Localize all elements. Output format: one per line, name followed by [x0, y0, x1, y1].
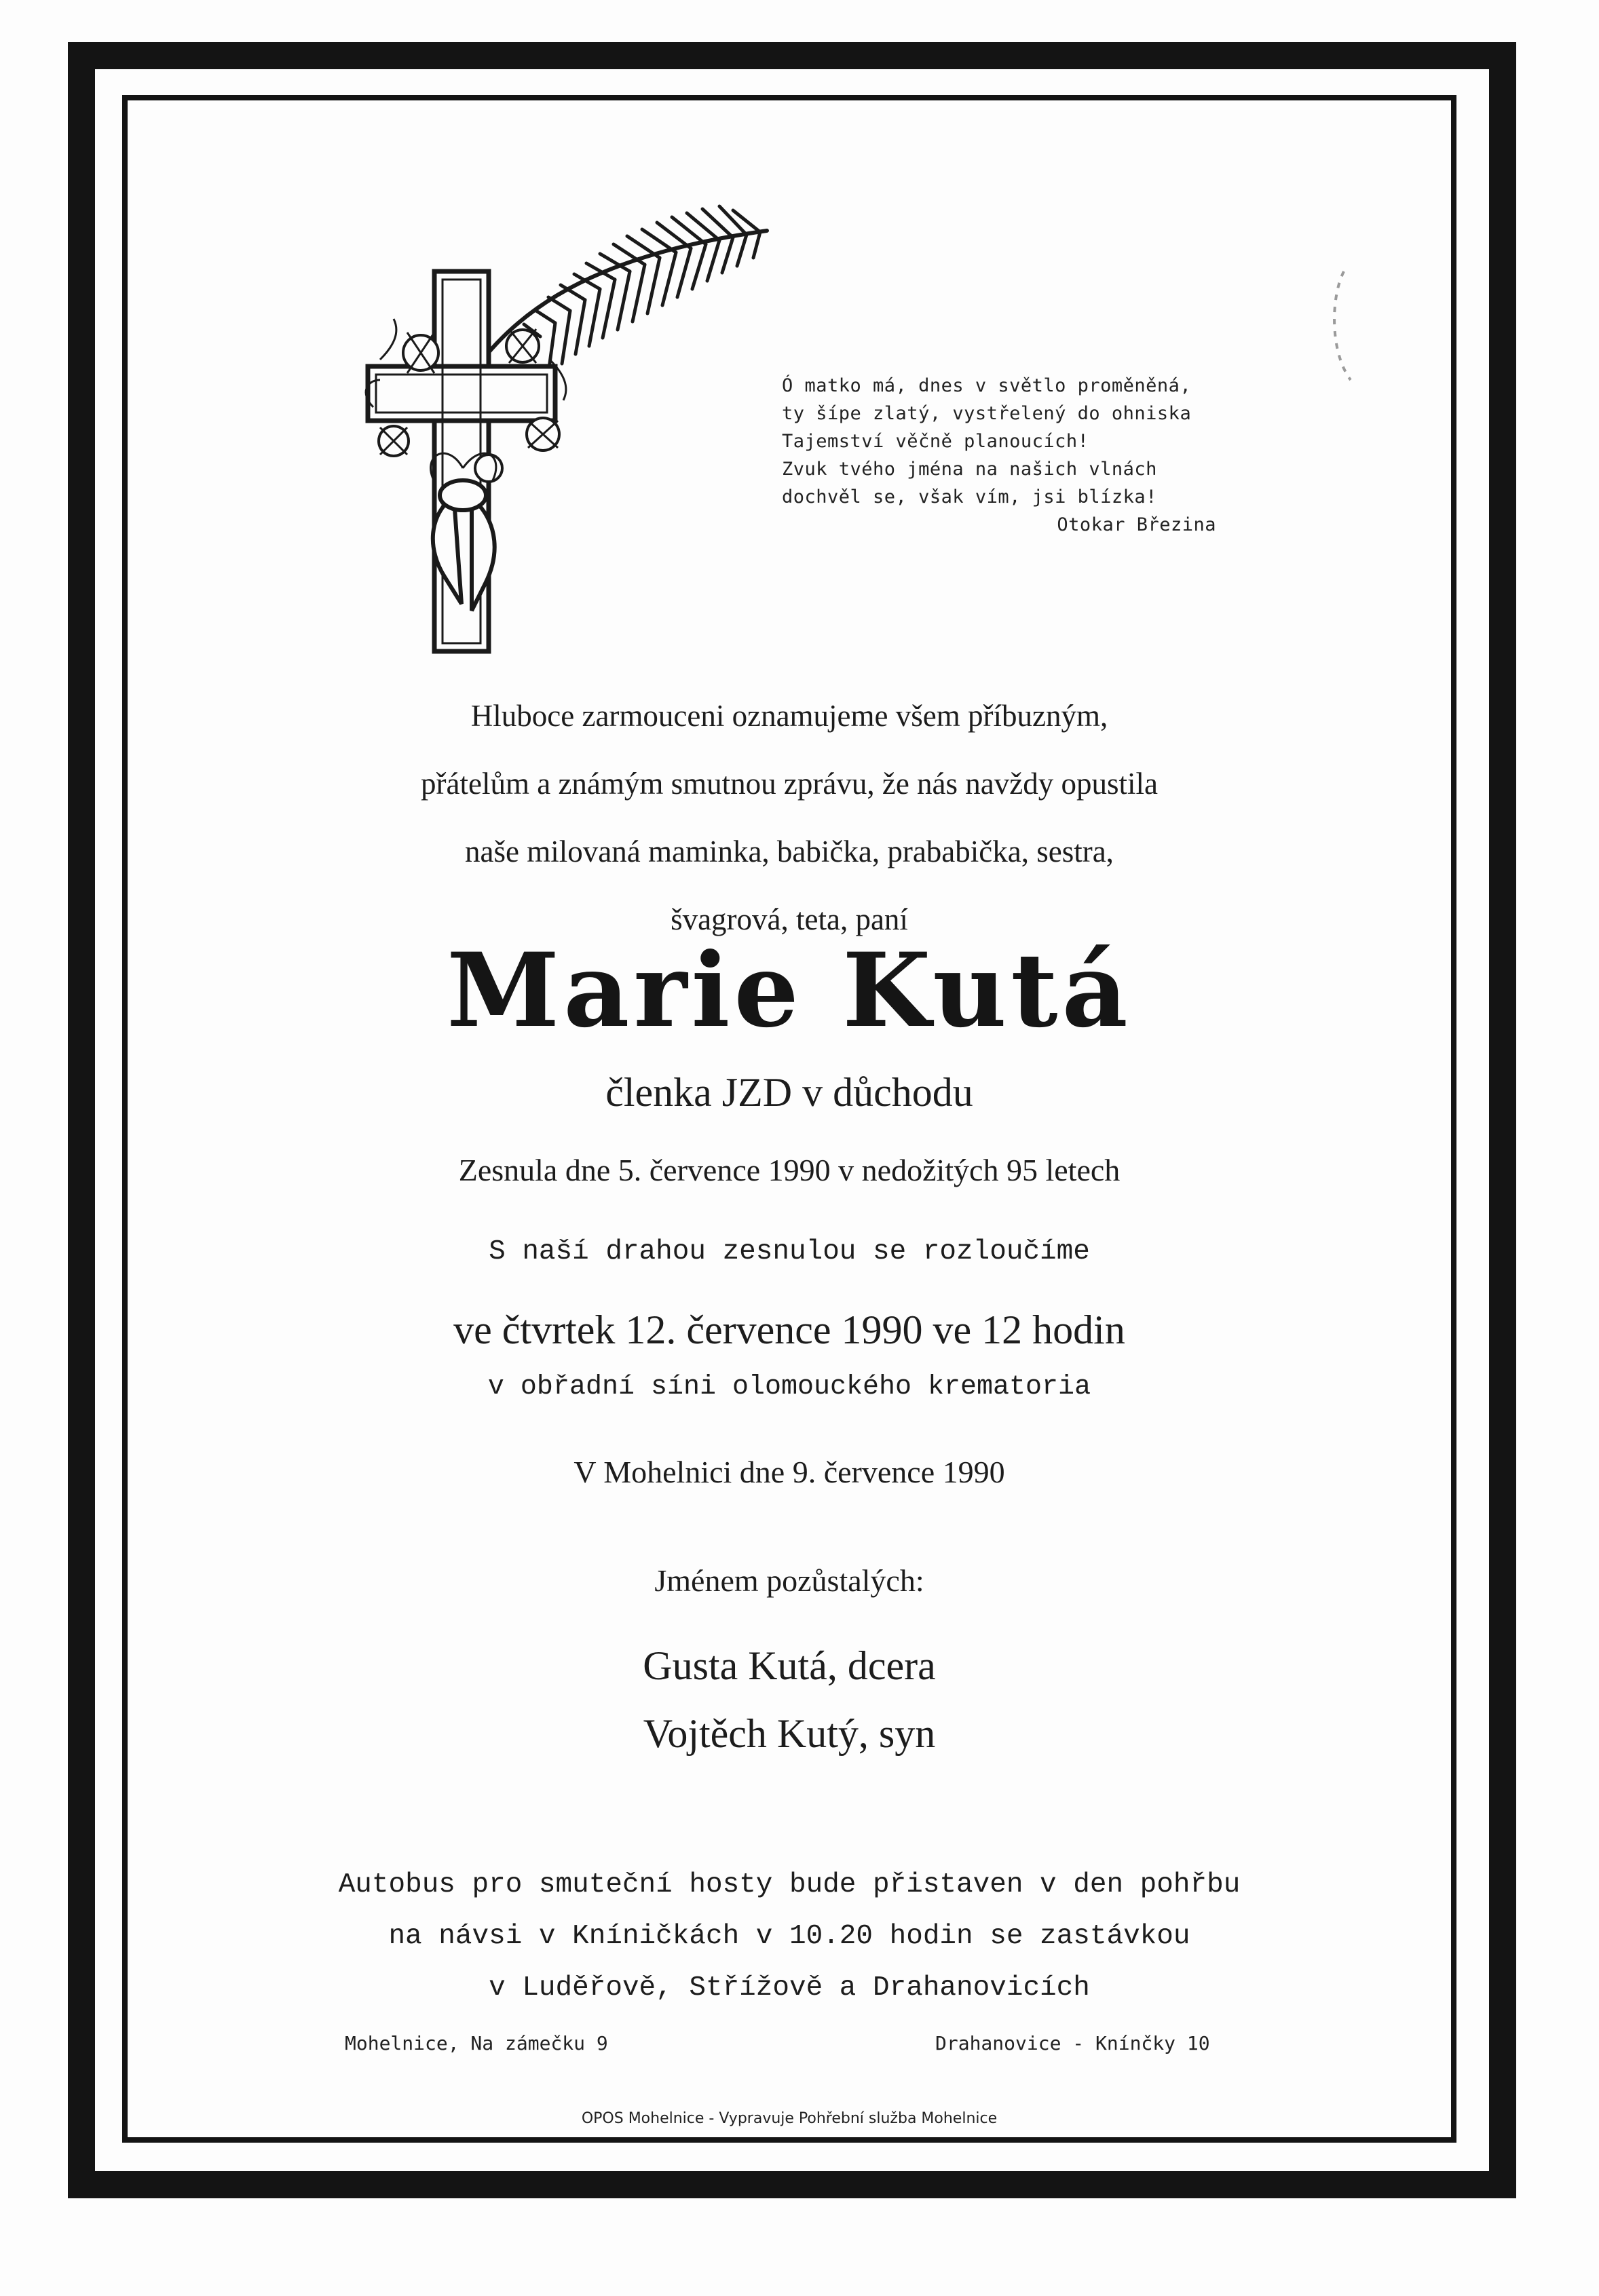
date-of-death: Zesnula dne 5. července 1990 v nedožitých 95 letech	[458, 1153, 1121, 1187]
address-left: Mohelnice, Na zámečku 9	[345, 2032, 608, 2054]
announcement-line: švagrová, teta, paní	[671, 902, 908, 936]
poem-line: ty šípe zlatý, vystřelený do ohniska	[782, 403, 1192, 424]
deceased-name: Marie Kutá	[447, 931, 1132, 1050]
issued-place-date: V Mohelnici dne 9. července 1990	[573, 1455, 1005, 1489]
survivor-name: Gusta Kutá, dcera	[643, 1643, 936, 1688]
bus-notice-line: Autobus pro smuteční hosty bude přistaven v den pohřbu	[338, 1869, 1241, 1900]
poem-block	[782, 372, 1216, 539]
poem-line: dochvěl se, však vím, jsi blízka!	[782, 486, 1157, 508]
announcement-text	[122, 682, 1456, 953]
announcement-line: naše milovaná maminka, babička, prababička, sestra,	[465, 835, 1114, 868]
behalf-label: Jménem pozůstalých:	[654, 1563, 924, 1598]
bus-notice-line: v Luděřově, Střížově a Drahanovicích	[489, 1972, 1090, 2004]
address-right: Drahanovice - Knínčky 10	[935, 2032, 1210, 2054]
bus-notice	[122, 1859, 1456, 2014]
poem-author: Otokar Březina	[1057, 514, 1216, 535]
deceased-occupation: členka JZD v důchodu	[605, 1070, 973, 1115]
faint-stamp-mark	[1323, 258, 1418, 394]
survivors-list	[122, 1632, 1456, 1767]
survivor-name: Vojtěch Kutý, syn	[643, 1711, 936, 1756]
printer-credit: OPOS Mohelnice - Vypravuje Pohřební služba Mohelnice	[581, 2110, 998, 2127]
poem-line: Zvuk tvého jména na našich vlnách	[782, 459, 1157, 480]
poem-line: Ó matko má, dnes v světlo proměněná,	[782, 375, 1192, 396]
bus-notice-line: na návsi v Kníničkách v 10.20 hodin se zastávkou	[388, 1921, 1190, 1952]
ceremony-datetime: ve čtvrtek 12. července 1990 ve 12 hodin	[453, 1307, 1125, 1352]
cross-with-palm-icon	[353, 197, 787, 658]
poem-line: Tajemství věčně planoucích!	[782, 431, 1089, 452]
ceremony-place: v obřadní síni olomouckého krematoria	[487, 1372, 1091, 1402]
announcement-line: přátelům a známým smutnou zprávu, že nás navždy opustila	[421, 767, 1158, 801]
farewell-intro: S naší drahou zesnulou se rozloučíme	[489, 1236, 1090, 1267]
announcement-line: Hluboce zarmouceni oznamujeme všem příbuzným,	[470, 699, 1108, 733]
